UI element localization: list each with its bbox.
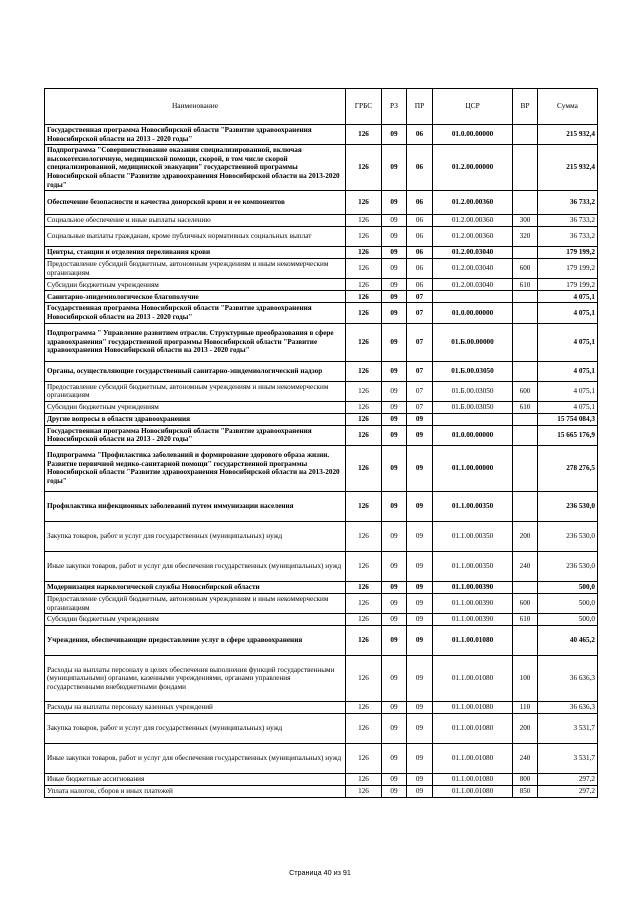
cell-csr: 01.1.00.01080	[433, 626, 513, 656]
cell-sum: 236 530,0	[538, 491, 598, 521]
table-row	[45, 491, 598, 521]
cell-rz: 09	[382, 291, 407, 303]
cell-sum: 15 665 176,9	[538, 425, 598, 445]
cell-pr: 09	[407, 413, 433, 425]
cell-rz: 09	[382, 259, 407, 279]
page-number: Страница 40 из 91	[289, 868, 351, 877]
cell-grbs: 126	[346, 381, 382, 401]
table-row	[45, 323, 598, 361]
cell-rz: 09	[382, 702, 407, 714]
cell-pr: 09	[407, 551, 433, 581]
cell-sum: 500,0	[538, 581, 598, 593]
header-name: Наименование	[45, 89, 346, 125]
cell-name: Другие вопросы в области здравоохранения	[45, 413, 346, 425]
cell-csr: 01.1.00.00390	[433, 581, 513, 593]
cell-vr	[513, 145, 538, 191]
cell-rz: 09	[382, 401, 407, 413]
cell-vr	[513, 303, 538, 323]
cell-grbs: 126	[346, 593, 382, 613]
cell-name: Учреждения, обеспечивающие предоставление услуг в сфере здравоохранения	[45, 626, 346, 656]
cell-rz: 09	[382, 323, 407, 361]
cell-csr	[433, 291, 513, 303]
cell-vr: 200	[513, 521, 538, 551]
cell-vr: 320	[513, 227, 538, 247]
header-rz: РЗ	[382, 89, 407, 125]
header-vr: ВР	[513, 89, 538, 125]
cell-sum: 15 754 084,3	[538, 413, 598, 425]
cell-csr: 01.1.00.00000	[433, 445, 513, 491]
table-row	[45, 551, 598, 581]
cell-vr	[513, 191, 538, 215]
cell-pr: 09	[407, 656, 433, 702]
cell-csr	[433, 413, 513, 425]
cell-vr: 200	[513, 714, 538, 744]
table-row	[45, 626, 598, 656]
cell-pr: 06	[407, 279, 433, 291]
budget-table-container	[44, 88, 597, 798]
cell-rz: 09	[382, 744, 407, 774]
cell-vr	[513, 291, 538, 303]
cell-grbs: 126	[346, 401, 382, 413]
cell-grbs: 126	[346, 786, 382, 798]
cell-pr: 09	[407, 614, 433, 626]
cell-name: Расходы на выплаты персоналу в целях обеспечения выполнения функций государственными (муниципальными) органами, казенными учреждениями, органами управления государственными внебюджетными фондами	[45, 656, 346, 702]
cell-rz: 09	[382, 656, 407, 702]
cell-rz: 09	[382, 303, 407, 323]
cell-sum: 500,0	[538, 593, 598, 613]
cell-csr: 01.2.00.00360	[433, 215, 513, 227]
cell-vr: 240	[513, 551, 538, 581]
cell-pr: 07	[407, 381, 433, 401]
cell-vr: 600	[513, 381, 538, 401]
cell-sum: 4 075,1	[538, 401, 598, 413]
cell-rz: 09	[382, 425, 407, 445]
cell-sum: 297,2	[538, 774, 598, 786]
cell-grbs: 126	[346, 774, 382, 786]
cell-sum: 179 199,2	[538, 259, 598, 279]
cell-pr: 09	[407, 445, 433, 491]
cell-vr: 100	[513, 656, 538, 702]
table-row	[45, 714, 598, 744]
cell-name: Профилактика инфекционных заболеваний путем иммунизации населения	[45, 491, 346, 521]
cell-rz: 09	[382, 491, 407, 521]
cell-grbs: 126	[346, 551, 382, 581]
table-row	[45, 581, 598, 593]
cell-pr: 09	[407, 581, 433, 593]
cell-csr: 01.1.00.01080	[433, 656, 513, 702]
cell-csr: 01.0.00.00000	[433, 125, 513, 145]
cell-vr: 300	[513, 215, 538, 227]
cell-grbs: 126	[346, 521, 382, 551]
cell-name: Государственная программа Новосибирской области "Развитие здравоохранения Новосибирской области на 2013 - 2020 годы"	[45, 425, 346, 445]
cell-csr: 01.1.00.00350	[433, 491, 513, 521]
cell-vr: 600	[513, 593, 538, 613]
table-row	[45, 291, 598, 303]
cell-vr	[513, 491, 538, 521]
cell-name: Обеспечение безопасности и качества донорской крови и ее компонентов	[45, 191, 346, 215]
cell-rz: 09	[382, 581, 407, 593]
cell-rz: 09	[382, 521, 407, 551]
cell-name: Социальные выплаты гражданам, кроме публичных нормативных социальных выплат	[45, 227, 346, 247]
cell-rz: 09	[382, 593, 407, 613]
cell-sum: 278 276,5	[538, 445, 598, 491]
cell-grbs: 126	[346, 291, 382, 303]
cell-name: Государственная программа Новосибирской области "Развитие здравоохранения Новосибирской области на 2013 - 2020 годы"	[45, 125, 346, 145]
cell-grbs: 126	[346, 361, 382, 381]
table-row	[45, 279, 598, 291]
cell-grbs: 126	[346, 413, 382, 425]
cell-name: Модернизация наркологической службы Новосибирской области	[45, 581, 346, 593]
table-row	[45, 145, 598, 191]
table-row	[45, 227, 598, 247]
table-row	[45, 774, 598, 786]
header-grbs: ГРБС	[346, 89, 382, 125]
cell-pr: 09	[407, 714, 433, 744]
cell-csr: 01.0.00.00000	[433, 425, 513, 445]
cell-sum: 4 075,1	[538, 291, 598, 303]
cell-rz: 09	[382, 247, 407, 259]
cell-pr: 09	[407, 744, 433, 774]
cell-grbs: 126	[346, 714, 382, 744]
cell-pr: 07	[407, 401, 433, 413]
cell-sum: 500,0	[538, 614, 598, 626]
cell-grbs: 126	[346, 744, 382, 774]
cell-vr	[513, 323, 538, 361]
cell-csr: 01.Б.00.03050	[433, 381, 513, 401]
cell-vr	[513, 445, 538, 491]
cell-pr: 06	[407, 215, 433, 227]
cell-rz: 09	[382, 774, 407, 786]
cell-grbs: 126	[346, 425, 382, 445]
table-row	[45, 425, 598, 445]
cell-name: Органы, осуществляющие государственный санитарно-эпидемиологический надзор	[45, 361, 346, 381]
cell-grbs: 126	[346, 323, 382, 361]
cell-grbs: 126	[346, 215, 382, 227]
cell-vr: 850	[513, 786, 538, 798]
cell-pr: 09	[407, 491, 433, 521]
cell-grbs: 126	[346, 259, 382, 279]
cell-sum: 4 075,1	[538, 303, 598, 323]
cell-sum: 3 531,7	[538, 744, 598, 774]
cell-grbs: 126	[346, 491, 382, 521]
cell-rz: 09	[382, 125, 407, 145]
cell-vr	[513, 626, 538, 656]
cell-name: Субсидии бюджетным учреждениям	[45, 401, 346, 413]
cell-sum: 36 733,2	[538, 191, 598, 215]
cell-rz: 09	[382, 413, 407, 425]
cell-csr: 01.Б.00.00000	[433, 323, 513, 361]
table-row	[45, 656, 598, 702]
table-row	[45, 247, 598, 259]
cell-pr: 09	[407, 626, 433, 656]
cell-rz: 09	[382, 215, 407, 227]
cell-vr	[513, 361, 538, 381]
cell-name: Санитарно-эпидемиологическое благополучие	[45, 291, 346, 303]
cell-name: Подпрограмма "Профилактика заболеваний и формирование здорового образа жизни. Развитие первичной медико-санитарной помощи" государственной программы Новосибирской области "Развитие здравоохранения Новосибирской области на 2013-2020 годы"	[45, 445, 346, 491]
cell-name: Расходы на выплаты персоналу казенных учреждений	[45, 702, 346, 714]
table-row	[45, 401, 598, 413]
cell-name: Подпрограмма " Управление развитием отрасли. Структурные преобразования в сфере здравоохранения" государственной программы Новосибирской области "Развитие здравоохранения Новосибирской области на 2013 - 2020 годы"	[45, 323, 346, 361]
cell-csr: 01.1.00.00350	[433, 521, 513, 551]
table-row	[45, 445, 598, 491]
cell-pr: 06	[407, 125, 433, 145]
cell-rz: 09	[382, 551, 407, 581]
cell-sum: 36 636,3	[538, 656, 598, 702]
cell-grbs: 126	[346, 125, 382, 145]
cell-pr: 09	[407, 786, 433, 798]
cell-grbs: 126	[346, 227, 382, 247]
cell-pr: 07	[407, 303, 433, 323]
cell-csr: 01.1.00.01080	[433, 714, 513, 744]
cell-name: Субсидии бюджетным учреждениям	[45, 614, 346, 626]
header-pr: ПР	[407, 89, 433, 125]
table-row	[45, 125, 598, 145]
cell-pr: 09	[407, 774, 433, 786]
table-row	[45, 191, 598, 215]
cell-name: Уплата налогов, сборов и иных платежей	[45, 786, 346, 798]
cell-csr: 01.1.00.00350	[433, 551, 513, 581]
cell-name: Закупка товаров, работ и услуг для государственных (муниципальных) нужд	[45, 714, 346, 744]
cell-rz: 09	[382, 445, 407, 491]
cell-name: Иные закупки товаров, работ и услуг для обеспечения государственных (муниципальных) нужд	[45, 551, 346, 581]
cell-name: Государственная программа Новосибирской области "Развитие здравоохранения Новосибирской области на 2013 - 2020 годы"	[45, 303, 346, 323]
table-row	[45, 413, 598, 425]
cell-sum: 179 199,2	[538, 247, 598, 259]
cell-grbs: 126	[346, 191, 382, 215]
cell-grbs: 126	[346, 145, 382, 191]
cell-grbs: 126	[346, 702, 382, 714]
cell-name: Предоставление субсидий бюджетным, автономным учреждениям и иным некоммерческим организациям	[45, 381, 346, 401]
cell-rz: 09	[382, 786, 407, 798]
cell-vr: 610	[513, 614, 538, 626]
cell-csr: 01.2.00.00360	[433, 227, 513, 247]
cell-name: Иные бюджетные ассигнования	[45, 774, 346, 786]
cell-csr: 01.1.00.00390	[433, 593, 513, 613]
table-row	[45, 303, 598, 323]
cell-name: Предоставление субсидий бюджетным, автономным учреждениям и иным некоммерческим организациям	[45, 259, 346, 279]
cell-rz: 09	[382, 279, 407, 291]
cell-grbs: 126	[346, 656, 382, 702]
cell-rz: 09	[382, 714, 407, 744]
table-body	[45, 125, 598, 798]
cell-rz: 09	[382, 227, 407, 247]
cell-sum: 215 932,4	[538, 125, 598, 145]
cell-sum: 236 530,0	[538, 521, 598, 551]
cell-csr: 01.Б.00.03050	[433, 401, 513, 413]
cell-sum: 40 465,2	[538, 626, 598, 656]
cell-name: Центры, станции и отделения переливания крови	[45, 247, 346, 259]
cell-csr: 01.Б.00.03050	[433, 361, 513, 381]
table-row	[45, 593, 598, 613]
cell-grbs: 126	[346, 614, 382, 626]
table-row	[45, 702, 598, 714]
cell-sum: 4 075,1	[538, 323, 598, 361]
cell-pr: 06	[407, 145, 433, 191]
cell-rz: 09	[382, 145, 407, 191]
cell-sum: 236 530,0	[538, 551, 598, 581]
cell-grbs: 126	[346, 626, 382, 656]
cell-sum: 3 531,7	[538, 714, 598, 744]
cell-name: Иные закупки товаров, работ и услуг для обеспечения государственных (муниципальных) нужд	[45, 744, 346, 774]
cell-csr: 01.2.00.00000	[433, 145, 513, 191]
cell-grbs: 126	[346, 303, 382, 323]
cell-grbs: 126	[346, 581, 382, 593]
cell-sum: 297,2	[538, 786, 598, 798]
cell-pr: 06	[407, 247, 433, 259]
table-row	[45, 614, 598, 626]
cell-vr: 110	[513, 702, 538, 714]
cell-csr: 01.0.00.00000	[433, 303, 513, 323]
cell-csr: 01.1.00.01080	[433, 744, 513, 774]
budget-table	[44, 88, 598, 798]
cell-vr: 240	[513, 744, 538, 774]
header-csr: ЦСР	[433, 89, 513, 125]
cell-name: Субсидии бюджетным учреждениям	[45, 279, 346, 291]
table-header	[45, 89, 598, 125]
cell-name: Подпрограмма "Совершенствование оказания специализированной, включая высокотехнологичную, медицинской помощи, скорой, в том числе скорой специализированной, медицинской эвакуации" государственной программы Новосибирской области "Развитие здравоохранения Новосибирской области на 2013-2020 годы"	[45, 145, 346, 191]
cell-name: Закупка товаров, работ и услуг для государственных (муниципальных) нужд	[45, 521, 346, 551]
cell-rz: 09	[382, 614, 407, 626]
cell-pr: 09	[407, 593, 433, 613]
cell-pr: 06	[407, 259, 433, 279]
cell-csr: 01.2.00.03040	[433, 259, 513, 279]
cell-sum: 36 636,3	[538, 702, 598, 714]
cell-pr: 06	[407, 191, 433, 215]
table-row	[45, 361, 598, 381]
cell-sum: 4 075,1	[538, 381, 598, 401]
cell-sum: 179 199,2	[538, 279, 598, 291]
table-row	[45, 381, 598, 401]
table-row	[45, 521, 598, 551]
cell-pr: 07	[407, 323, 433, 361]
cell-vr: 600	[513, 259, 538, 279]
cell-pr: 09	[407, 521, 433, 551]
cell-csr: 01.1.00.01080	[433, 702, 513, 714]
cell-rz: 09	[382, 191, 407, 215]
cell-csr: 01.2.00.00360	[433, 191, 513, 215]
header-row	[45, 89, 598, 125]
header-sum: Сумма	[538, 89, 598, 125]
cell-pr: 09	[407, 702, 433, 714]
cell-vr	[513, 247, 538, 259]
cell-csr: 01.2.00.03040	[433, 279, 513, 291]
cell-name: Социальное обеспечение и иные выплаты населению	[45, 215, 346, 227]
cell-vr	[513, 413, 538, 425]
table-row	[45, 744, 598, 774]
table-row	[45, 215, 598, 227]
cell-vr	[513, 581, 538, 593]
cell-vr: 800	[513, 774, 538, 786]
cell-rz: 09	[382, 626, 407, 656]
cell-vr	[513, 125, 538, 145]
cell-pr: 09	[407, 425, 433, 445]
cell-vr	[513, 425, 538, 445]
cell-sum: 36 733,2	[538, 215, 598, 227]
cell-csr: 01.1.00.01080	[433, 774, 513, 786]
cell-pr: 07	[407, 291, 433, 303]
cell-csr: 01.2.00.03040	[433, 247, 513, 259]
cell-csr: 01.1.00.01080	[433, 786, 513, 798]
cell-sum: 4 075,1	[538, 361, 598, 381]
cell-rz: 09	[382, 381, 407, 401]
table-row	[45, 786, 598, 798]
cell-rz: 09	[382, 361, 407, 381]
cell-sum: 215 932,4	[538, 145, 598, 191]
cell-pr: 07	[407, 361, 433, 381]
cell-csr: 01.1.00.00390	[433, 614, 513, 626]
cell-pr: 06	[407, 227, 433, 247]
cell-vr: 610	[513, 401, 538, 413]
cell-sum: 36 733,2	[538, 227, 598, 247]
cell-grbs: 126	[346, 247, 382, 259]
table-row	[45, 259, 598, 279]
cell-grbs: 126	[346, 279, 382, 291]
cell-grbs: 126	[346, 445, 382, 491]
cell-vr: 610	[513, 279, 538, 291]
cell-name: Предоставление субсидий бюджетным, автономным учреждениям и иным некоммерческим организациям	[45, 593, 346, 613]
